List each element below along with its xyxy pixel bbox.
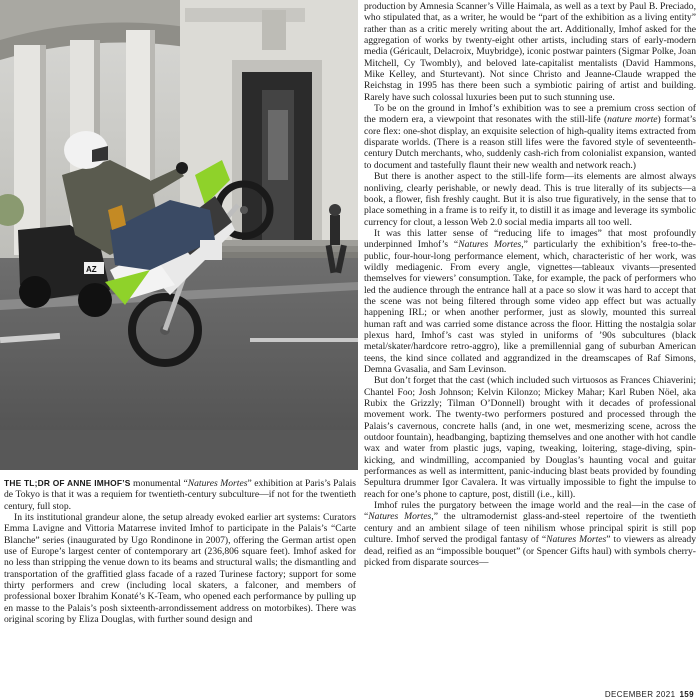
lead-in: THE TL;DR OF ANNE IMHOF’S — [4, 478, 131, 488]
article-paragraph: But there is another aspect to the still-life form—its elements are almost always nonliving, clearly perishable, or newly dead. This is true literally of its subjects—a book, a flower, fish freshly caught. But it is also true figuratively, in the sense that to place something in a frame is to reify it, to distill it as image and leverage its symbolic currency for clout, a lesson Web 2.0 social media imparts all too well. — [364, 171, 696, 228]
motorbike-wheelie-photo — [0, 0, 358, 470]
article-photo — [0, 0, 358, 470]
article-column-left — [4, 478, 356, 625]
article-paragraph: It was this latter sense of “reducing life to images” that most profoundly underpinned Imhof’s “Natures Mortes,” particularly the exhibition’s free-to-the-public, four-hour-long performance element, which, characteristic of her work, was wildly mediagenic. From every angle, vignettes—tableaux vivants—presented themselves for viewers’ consumption. Take, for example, the pack of performers who led the audience through the entrance hall at a pace so slow it was hard to accept that the scene was not being filtered through some video app effect but was actually happening IRL; or when another performer, just as slowly, mounted this surreal human raft and was carried some distance across the floor. Hitting the nostalgia solar plexus hard, Imhof’s cast was styled in uniforms of ’90s subcultures (black metal/skater/hardcore retro-aggro), like a premillennial gang of suburban American teens, the kind since collated and aggrandized in the dreamscapes of Raf Simons, Demna Gvasalia, and Sam Levinson. — [364, 227, 696, 375]
article-paragraph: In its institutional grandeur alone, the setup already evoked earlier art systems: Curators Emma Lavigne and Vittoria Matarrese invited Imhof to participate in the Palais’s “Carte Blanche” series (inaugurated by Ugo Rondinone in 2007), offering the German artist open use of Europe’s largest center of contemporary art (236,806 square feet). Imhof asked for no less than stripping the venue down to its beams and structural walls; the dismantling and transportation of the graffitied glass facade of a razed Turinese factory; support for some thirty performers and crew (including local skaters, a falconer, and members of professional boxer Ibrahim Konaté’s K-Team, who opened each performance by pulling up en masse to the Palais’s posh sixteenth-arrondissement address on motorbikes). There was original scoring by Eliza Douglas, with further sound design and — [4, 512, 356, 626]
page-number: 159 — [679, 690, 694, 699]
article-column-right — [364, 1, 696, 568]
page-folio — [605, 690, 694, 699]
article-paragraph: But don’t forget that the cast (which included such virtuosos as Frances Chiaverini; Chantel Foo; Josh Johnson; Kelvin Kilonzo; Mickey Mahar; Karl Ruben Nöel, aka Rubix the Grizzly; Tilman O’Donnell) brought with it decades of professional movement work. The twenty-two performers postured and processed through the Palais’s cavernous, concrete halls (and, in one wet, mesmerizing scene, across the outdoor fountain), headbanging, baptizing themselves and one another with hot candle wax and water from plastic jugs, vaping, tweaking, loitering, stage-diving, spin-kicking, and windmilling, accompanied by Douglas’s haunting vocal and guitar performances as well as intermittent, panic-inducing blast beats provided by founding Sepultura drummer Igor Cavalera. It was virtually impossible to fight the impulse to reach for one’s phone to capture, post, distill (i.e., kill). — [364, 375, 696, 500]
article-paragraph: Imhof rules the purgatory between the image world and the real—in the case of “Natures Mortes,” the ultramodernist glass-and-steel repertoire of the twentieth century and an ambient silage of teen nihilism whose principal spirit is still pop culture. Imhof served the prodigal fantasy of “Natures Mortes” to viewers as already dead, reified as an “impossible bouquet” (or Spencer Gifts haul) with symbols cherry-picked from disparate sources— — [364, 500, 697, 568]
issue-date: DECEMBER 2021 — [604, 690, 676, 699]
license-plate-text: AZ — [86, 265, 97, 274]
exhibition-title: Natures Mortes — [187, 478, 248, 489]
article-paragraph: To be on the ground in Imhof’s exhibition was to see a premium cross section of the modern era, a viewpoint that resonates with the still-life (nature morte) format’s core flex: one-shot display, an exquisite selection of high-quality items extracted from disparate worlds. (There is a reason still lifes were the favored style of seventeenth-century Dutch merchants, who, suddenly cash-rich from colonialist expansion, wanted to document and tastefully flaunt their new wealth and network reach.) — [364, 103, 696, 171]
article-paragraph: THE TL;DR OF ANNE IMHOF’S monumental “Natures Mortes” exhibition at Paris’s Palais de Tokyo is that it was a requiem for twentieth-century subculture—if not for the twentieth century, full stop. — [4, 478, 357, 512]
article-paragraph: production by Amnesia Scanner’s Ville Haimala, as well as a text by Paul B. Preciado, who stipulated that, as a writer, he would be “part of the exhibition as a living entity” rather than as a critic merely writing about the art. Additionally, Imhof asked for the aggregation of works by twenty-eight other artists, including stars of early-modern media (Géricault, Delacroix, Muybridge), iconic postwar painters (Sigmar Polke, Joan Mitchell, Cy Twombly), and beloved late-capitalist mentalists (David Hammons, Mike Kelley, and Sturtevant). Not since Christo and Jeanne-Claude wrapped the Reichstag in 1995 has there been such a symbiotic pairing of artist and building. Rarely have such colossal luxuries been put to such stunning use. — [364, 1, 696, 103]
